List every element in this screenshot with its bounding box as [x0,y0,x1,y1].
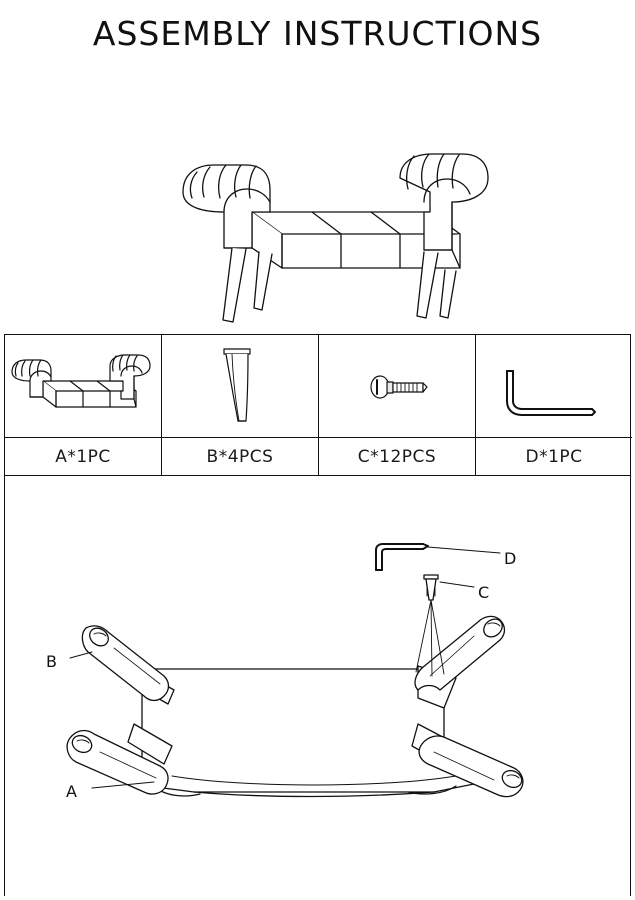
callout-label-c: C [478,583,490,602]
part-label-a: A*1PC [5,437,161,475]
wooden-leg-icon [162,335,318,437]
part-label-d: D*1PC [476,437,632,475]
part-label-c: C*12PCS [319,437,475,475]
bolt-screw-icon [319,335,475,437]
assembly-frame-border [4,476,631,896]
callout-label-b: B [46,652,58,671]
part-label-b: B*4PCS [162,437,318,475]
page-title: ASSEMBLY INSTRUCTIONS [92,14,543,53]
assembled-bench-illustration [0,62,635,330]
part-cell-a [5,335,162,475]
allen-wrench-icon [476,335,632,437]
parts-list-table [4,334,631,476]
part-cell-d [476,335,632,475]
bench-frame-icon [5,335,161,437]
step-1-attach-legs-diagram [4,476,631,896]
part-cell-b [162,335,319,475]
callout-label-d: D [504,549,517,568]
callout-label-a: A [66,782,78,801]
part-cell-c [319,335,476,475]
